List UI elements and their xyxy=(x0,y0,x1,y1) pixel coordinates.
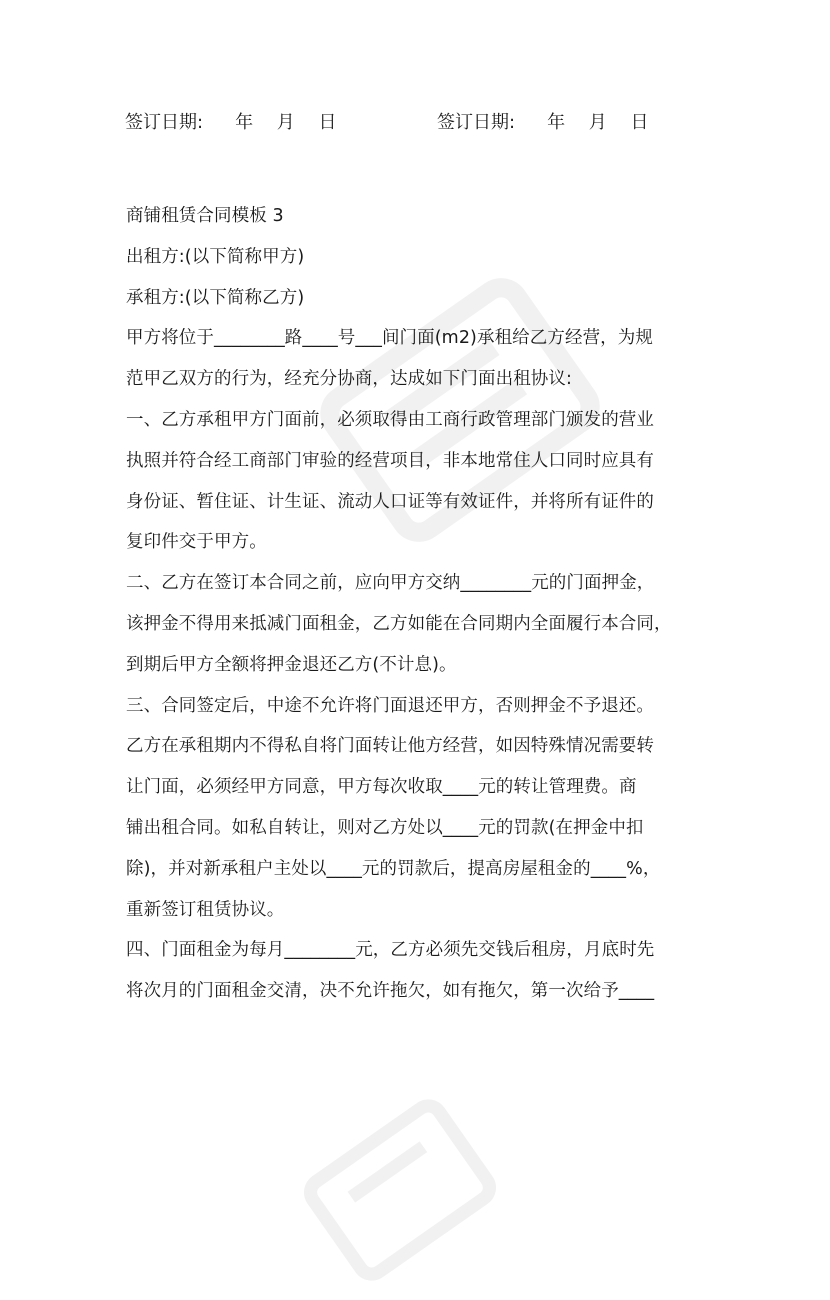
contract-line: 该押金不得用来抵减门面租金，乙方如能在合同期内全面履行本合同， xyxy=(126,613,672,634)
contract-line: 铺出租合同。如私自转让，则对乙方处以____元的罚款(在押金中扣 xyxy=(126,817,644,838)
contract-line: 出租方:(以下简称甲方) xyxy=(126,246,305,267)
contract-line: 执照并符合经工商部门审验的经营项目，非本地常住人口同时应具有 xyxy=(126,450,654,471)
contract-line: 将次月的门面租金交清，决不允许拖欠，如有拖欠，第一次给予____ xyxy=(126,981,655,1002)
signature-left xyxy=(125,108,337,134)
contract-line: 承租方:(以下简称乙方) xyxy=(126,287,305,308)
signature-right-label: 签订日期: xyxy=(437,112,516,133)
signature-right xyxy=(437,108,649,134)
contract-line: 范甲乙双方的行为，经充分协商，达成如下门面出租协议: xyxy=(126,369,572,390)
signature-left-label: 签订日期: xyxy=(125,112,204,133)
contract-line: 复印件交于甲方。 xyxy=(126,532,267,553)
contract-line: 一、乙方承租甲方门面前，必须取得由工商行政管理部门颁发的营业 xyxy=(126,409,654,430)
contract-line: 让门面，必须经甲方同意，甲方每次收取____元的转让管理费。商 xyxy=(126,777,637,798)
contract-title: 商铺租赁合同模板 3 xyxy=(126,206,284,226)
signature-left-date: 年 月 日 xyxy=(235,112,337,133)
contract-line: 三、合同签定后，中途不允许将门面退还甲方，否则押金不予退还。 xyxy=(126,695,654,716)
contract-line: 乙方在承租期内不得私自将门面转让他方经营，如因特殊情况需要转 xyxy=(126,736,654,757)
contract-line: 身份证、暂住证、计生证、流动人口证等有效证件，并将所有证件的 xyxy=(126,491,654,512)
signature-row xyxy=(125,108,725,140)
contract-line: 四、门面租金为每月________元，乙方必须先交钱后租房，月底时先 xyxy=(126,940,655,961)
contract-line: 到期后甲方全额将押金退还乙方(不计息)。 xyxy=(126,654,457,675)
watermark-logo-icon-bottom xyxy=(290,1080,510,1300)
contract-line: 除)，并对新承租户主处以____元的罚款后，提高房屋租金的____%， xyxy=(126,858,661,879)
contract-body xyxy=(126,196,716,1012)
contract-line: 重新签订租赁协议。 xyxy=(126,899,285,920)
signature-right-date: 年 月 日 xyxy=(547,112,649,133)
contract-line: 二、乙方在签订本合同之前，应向甲方交纳________元的门面押金， xyxy=(126,573,655,594)
contract-line: 甲方将位于________路____号___间门面(m2)承租给乙方经营，为规 xyxy=(126,328,653,349)
